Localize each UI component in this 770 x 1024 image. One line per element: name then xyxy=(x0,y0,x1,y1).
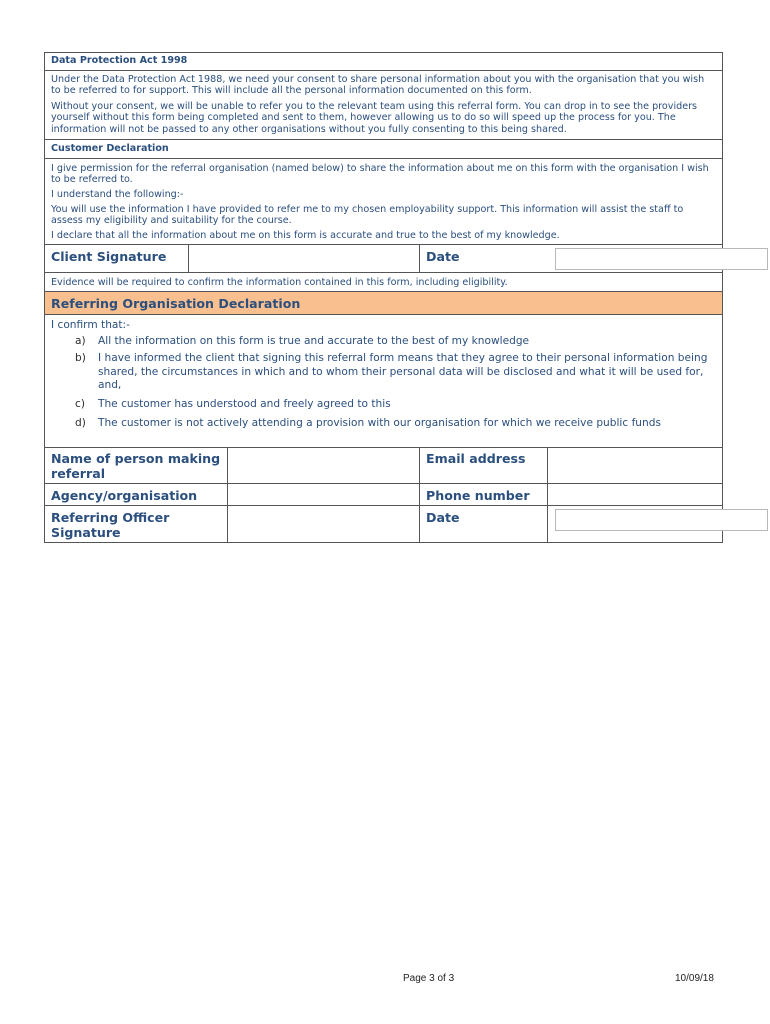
item-letter-a: a) xyxy=(75,335,86,347)
page-number: Page 3 of 3 xyxy=(403,973,455,984)
divider xyxy=(419,244,420,272)
item-text-c: The customer has understood and freely agreed to this xyxy=(98,398,391,410)
item-letter-b: b) xyxy=(75,352,86,364)
data-protection-para2: Without your consent, we will be unable to refer you to the relevant team using this referral form. You can drop in to see the providers yourself without this form being completed and sent to them, however allowing us to do so will speed up the process for you. The information will not be passed to any other organisations without you fully consenting to this being shared. xyxy=(51,101,698,135)
divider xyxy=(419,447,420,543)
referral-date-label: Date xyxy=(426,510,460,525)
item-text-d: The customer is not actively attending a provision with our organisation for which we receive public funds xyxy=(98,417,661,429)
item-text-b: I have informed the client that signing this referral form means that they agree to their personal information being shared, the circumstances in which and to whom their personal data will be disclosed and what it will be used for, and, xyxy=(98,352,708,391)
divider xyxy=(44,272,723,273)
divider xyxy=(44,139,723,140)
divider xyxy=(44,314,723,315)
customer-declaration-title: Customer Declaration xyxy=(51,143,169,154)
referring-title: Referring Organisation Declaration xyxy=(51,296,301,311)
phone-number-label: Phone number xyxy=(426,488,530,503)
divider xyxy=(44,158,723,159)
email-address-label: Email address xyxy=(426,451,526,466)
agency-label: Agency/organisation xyxy=(51,488,198,503)
item-letter-c: c) xyxy=(75,398,85,410)
phone-number-field[interactable] xyxy=(548,484,722,505)
evidence-note: Evidence will be required to confirm the information contained in this form, including eligibility. xyxy=(51,277,508,288)
customer-declaration-para1: I give permission for the referral organisation (named below) to share the information about me on this form with the organisation I wish to be referred to. xyxy=(51,163,709,186)
customer-declaration-para3: You will use the information I have provided to refer me to my chosen employability support. This information will assist the staff to assess my eligibility and suitability for the course. xyxy=(51,204,684,227)
divider xyxy=(44,70,723,71)
client-signature-field[interactable] xyxy=(189,245,419,272)
data-protection-title: Data Protection Act 1998 xyxy=(51,55,188,66)
item-letter-d: d) xyxy=(75,417,86,429)
customer-declaration-para2: I understand the following:- xyxy=(51,189,184,200)
footer-date: 10/09/18 xyxy=(675,973,714,984)
customer-declaration-para4: I declare that all the information about me on this form is accurate and true to the best of my knowledge. xyxy=(51,230,560,241)
data-protection-para1: Under the Data Protection Act 1988, we need your consent to share personal information about you with the organisation that you wish to be referred to for support. This will include all the personal information documented on this form. xyxy=(51,74,705,97)
item-text-a: All the information on this form is true and accurate to the best of my knowledge xyxy=(98,335,530,347)
referral-date-field[interactable] xyxy=(555,509,768,531)
client-date-label: Date xyxy=(426,249,460,264)
referring-intro: I confirm that:- xyxy=(51,319,130,331)
referring-officer-signature-field[interactable] xyxy=(228,506,419,542)
name-of-person-label: Name of person making referral xyxy=(51,451,221,481)
client-signature-label: Client Signature xyxy=(51,249,167,264)
client-date-field[interactable] xyxy=(555,248,768,270)
agency-field[interactable] xyxy=(228,484,419,505)
name-of-person-field[interactable] xyxy=(228,448,419,483)
referring-officer-label: Referring Officer Signature xyxy=(51,510,170,540)
email-address-field[interactable] xyxy=(548,448,722,483)
